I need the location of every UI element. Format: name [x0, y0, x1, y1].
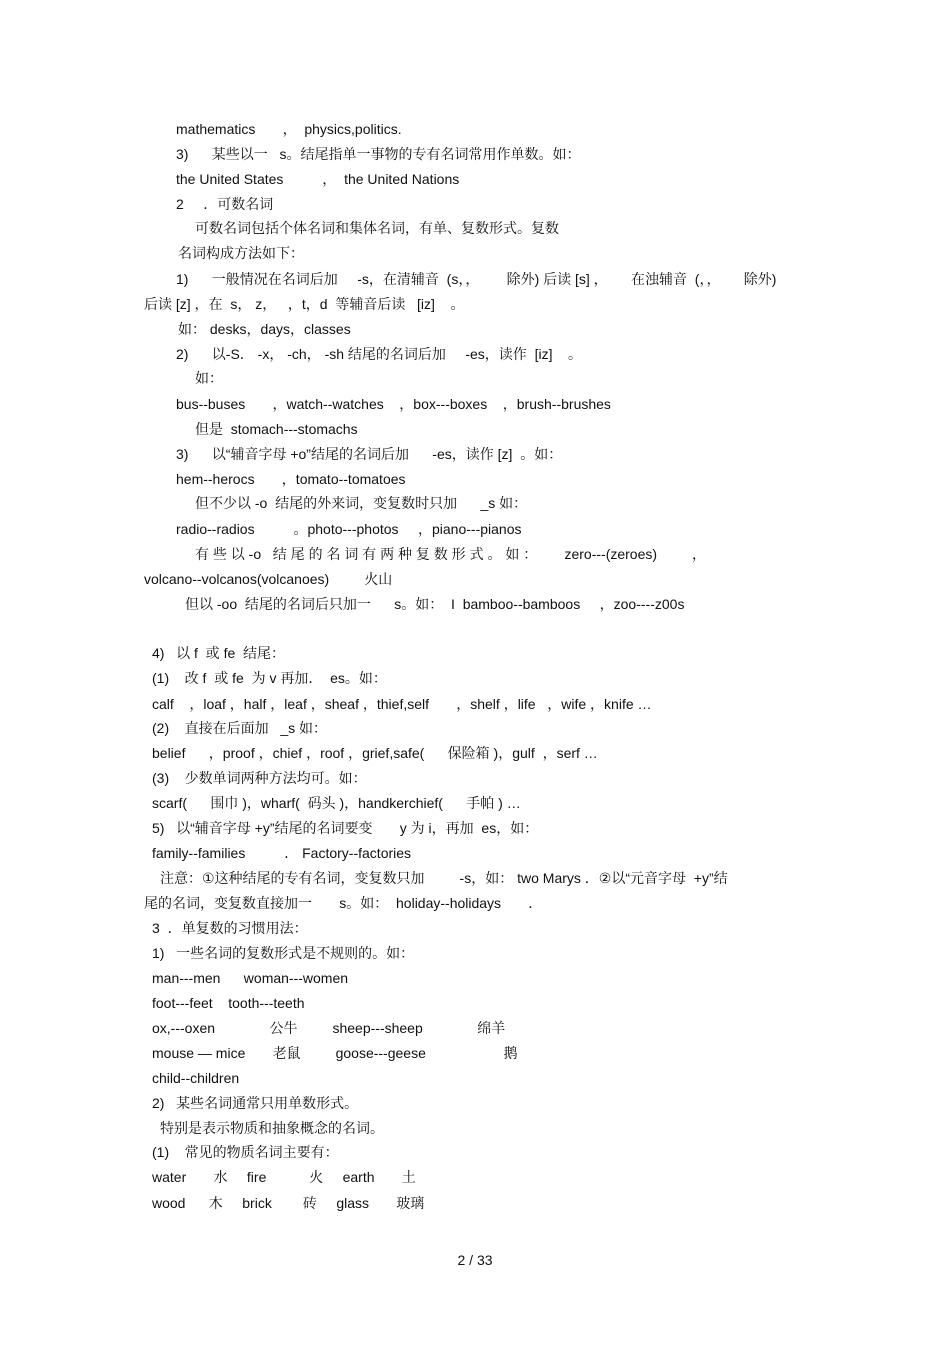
text-line: man---men woman---women — [152, 970, 349, 986]
section-heading: 2 ．可数名词 — [176, 196, 274, 212]
text-line: 尾的名词，变复数直接加一 s。如： holiday--holidays ． — [144, 895, 543, 911]
text-line: 1) 一般情况在名词后加 -s，在清辅音 (s，， 除外) 后读 [s] ， 在浊辅音 (，， 除外) — [176, 271, 777, 287]
text-line: scarf( 围巾 )，wharf( 码头 )，handkerchief( 手帕 ) … — [152, 795, 521, 811]
text-line: 如： — [195, 370, 223, 386]
text-line: 5) 以“辅音字母 +y”结尾的名词要变 y 为 i，再加 es，如： — [152, 820, 539, 836]
text-line: belief ，proof ，chief ，roof ，grief,safe( 保险箱 )，gulf ，serf … — [152, 745, 598, 761]
text-line: (3) 少数单词两种方法均可。如： — [152, 770, 367, 786]
text-line: ox,---oxen 公牛 sheep---sheep 绵羊 — [152, 1020, 506, 1036]
text-line: calf ，loaf ，half ，leaf ，sheaf ，thief,self ，shelf ，life ，wife ，knife … — [152, 696, 652, 712]
text-line: volcano--volcanos(volcanoes) 火山 — [144, 571, 393, 587]
text-line: 有 些 以 -o 结 尾 的 名 词 有 两 种 复 数 形 式 。 如 ： zero---(zeroes) ， — [195, 546, 707, 562]
text-line: radio--radios 。photo---photos ，piano---pianos — [176, 521, 522, 537]
text-line: 4) 以 f 或 fe 结尾： — [152, 645, 286, 661]
text-line: 后读 [z] ，在 s， z， ，t，d 等辅音后读 [iz] 。 — [144, 296, 465, 312]
text-line: foot---feet tooth---teeth — [152, 995, 305, 1011]
text-line: 但是 stomach---stomachs — [195, 421, 358, 437]
text-line: bus--buses ，watch--watches ，box---boxes ，brush--brushes — [176, 396, 611, 412]
section-heading: 3 ．单复数的习惯用法： — [152, 920, 308, 936]
text-line: 但以 -oo 结尾的名词后只加一 s。如： I bamboo--bamboos ，zoo----z00s — [185, 596, 685, 612]
text-line: hem--herocs ，tomato--tomatoes — [176, 471, 406, 487]
text-line: wood 木 brick 砖 glass 玻璃 — [152, 1195, 425, 1211]
text-line: (1) 常见的物质名词主要有： — [152, 1144, 339, 1160]
text-line: 但不少以 -o 结尾的外来词，变复数时只加 _s 如： — [195, 495, 528, 511]
text-line: 2) 以-S． -x， -ch， -sh 结尾的名词后加 -es，读作 [iz] 。 — [176, 346, 583, 362]
text-line: child--children — [152, 1070, 240, 1086]
text-line: 3) 某些以一 s。结尾指单一事物的专有名词常用作单数。如： — [176, 146, 581, 162]
text-line: 可数名词包括个体名词和集体名词，有单、复数形式。复数 — [195, 220, 559, 236]
text-line: 特别是表示物质和抽象概念的名词。 — [160, 1120, 384, 1136]
text-line: (1) 改 f 或 fe 为 v 再加． es。如： — [152, 670, 387, 686]
text-line: mathematics ， physics,politics. — [176, 121, 402, 137]
text-line: mouse — mice 老鼠 goose---geese 鹅 — [152, 1045, 518, 1061]
text-line: the United States ， the United Nations — [176, 171, 460, 187]
text-line: (2) 直接在后面加 _s 如： — [152, 720, 328, 736]
text-line: 如： desks，days，classes — [178, 321, 351, 337]
text-line: water 水 fire 火 earth 土 — [152, 1169, 416, 1185]
text-line: 名词构成方法如下： — [178, 245, 304, 261]
text-line: 1) 一些名词的复数形式是不规则的。如： — [152, 945, 415, 961]
text-line: 注意：①这种结尾的专有名词，变复数只加 -s，如： two Marys ．②以“元音字母 +y”结 — [160, 870, 728, 886]
text-line: 3) 以“辅音字母 +o”结尾的名词后加 -es，读作 [z] 。如： — [176, 446, 563, 462]
text-line: 2) 某些名词通常只用单数形式。 — [152, 1095, 359, 1111]
text-line: family--families ． Factory--factories — [152, 845, 412, 861]
page-number: 2 / 33 — [457, 1252, 493, 1268]
